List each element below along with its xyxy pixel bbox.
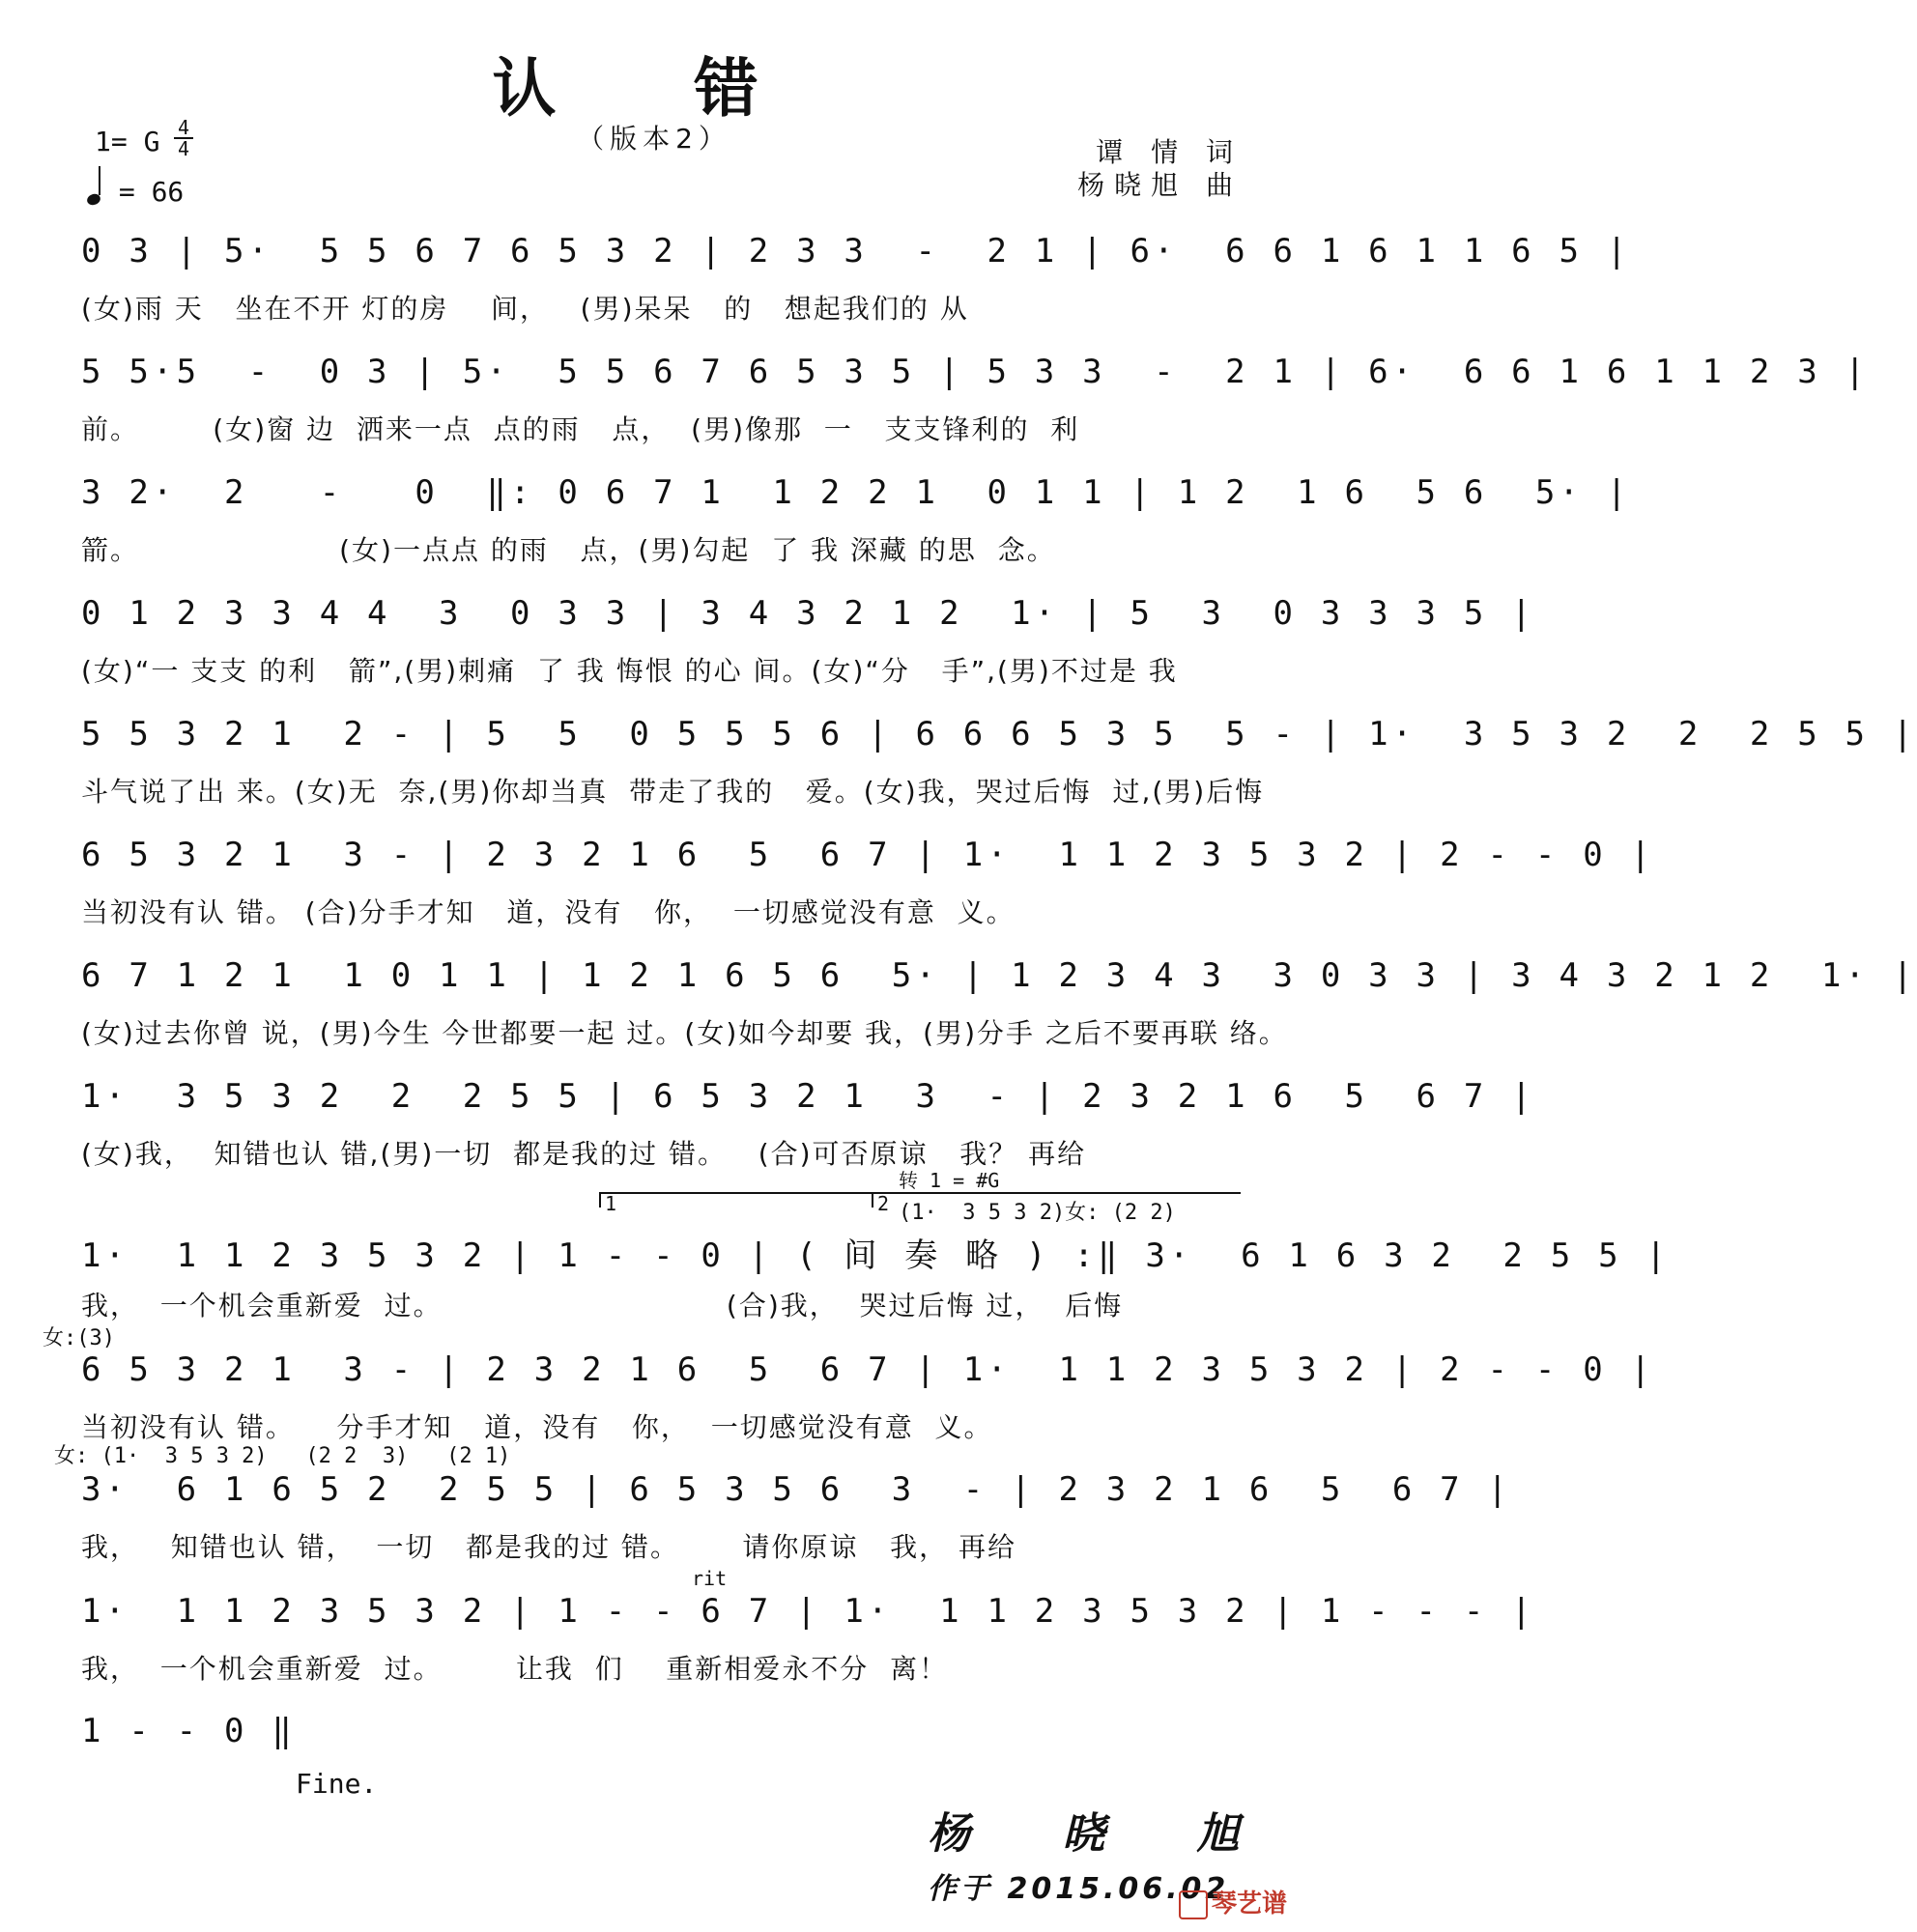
time-top: 4	[177, 116, 190, 139]
notation-row: 6 5 3 2 1 3 - | 2 3 2 1 6 5 6 7 | 1· 1 1 2 3 5 3 2 | 2 - - 0 |	[81, 1350, 1655, 1389]
fine-mark: Fine.	[296, 1768, 378, 1800]
lyric-row: 斗气说了出 来。(女)无 奈,(男)你却当真 带走了我的 爱。(女)我，哭过后悔 过,(男)后悔	[81, 776, 1265, 808]
lyric-row: 前。 (女)窗 边 洒来一点 点的雨 点， (男)像那 一 支支锋利的 利	[81, 413, 1080, 445]
watermark	[1179, 1884, 1287, 1919]
notation-row: 5 5 3 2 1 2 - | 5 5 0 5 5 5 6 | 6 6 6 5 3 5 5 - | 1· 3 5 3 2 2 2 5 5 |	[81, 715, 1917, 753]
qinyipu-logo-icon	[1179, 1890, 1208, 1919]
tempo-marking	[87, 172, 184, 208]
song-title: 认 错	[492, 51, 816, 126]
tempo-value: = 66	[118, 176, 185, 208]
composer-credit: 杨晓旭 曲	[1077, 169, 1243, 201]
lyric-row: 我， 知错也认 错， 一切 都是我的过 错。 请你原谅 我， 再给	[81, 1531, 1017, 1563]
notation-row: 1· 1 1 2 3 5 3 2 | 1 - - 0 | ( 间 奏 略 ) :‖ 3· 6 1 6 3 2 2 5 5 |	[81, 1236, 1671, 1275]
ritardando-mark: rit	[692, 1567, 728, 1590]
alt-voice-line11: 女: (1· 3 5 3 2) (2 2 3) (2 1)	[54, 1444, 511, 1468]
volta-1-bracket	[599, 1192, 872, 1215]
notation-row: 0 3 | 5· 5 5 6 7 6 5 3 2 | 2 3 3 - 2 1 | 6· 6 6 1 6 1 1 6 5 |	[81, 232, 1631, 270]
key-signature: 1= G	[95, 126, 160, 157]
volta-2-label: 2	[877, 1192, 890, 1215]
lyric-row: 我， 一个机会重新爱 过。 让我 们 重新相爱永不分 离！	[81, 1653, 949, 1685]
lyric-row: 箭。 (女)一点点 的雨 点，(男)勾起 了 我 深藏 的思 念。	[81, 534, 1056, 566]
notation-row: 1· 3 5 3 2 2 2 5 5 | 6 5 3 2 1 3 - | 2 3 2 1 6 5 6 7 |	[81, 1077, 1535, 1116]
notation-row: 1· 1 1 2 3 5 3 2 | 1 - - 6 7 | 1· 1 1 2 3 5 3 2 | 1 - - - |	[81, 1592, 1535, 1631]
signature-date: 作于 2015.06.02	[928, 1872, 1230, 1906]
note-stem	[99, 166, 100, 195]
lyric-row: (女)我， 知错也认 错,(男)一切 都是我的过 错。 (合)可否原谅 我？ 再给	[81, 1138, 1087, 1170]
lyricist-credit: 谭 情 词	[1096, 136, 1243, 168]
notation-row: 5 5·5 - 0 3 | 5· 5 5 6 7 6 5 3 5 | 5 3 3 - 2 1 | 6· 6 6 1 6 1 1 2 3 |	[81, 353, 1870, 391]
lyric-row: 当初没有认 错。 (合)分手才知 道，没有 你， 一切感觉没有意 义。	[81, 896, 1016, 928]
signature-name: 杨 晓 旭	[928, 1809, 1278, 1859]
notation-row: 1 - - 0 ‖	[81, 1712, 297, 1750]
notation-row: 3· 6 1 6 5 2 2 5 5 | 6 5 3 5 6 3 - | 2 3 2 1 6 5 6 7 |	[81, 1470, 1512, 1509]
lyric-row: (女)“一 支支 的利 箭”,(男)刺痛 了 我 悔恨 的心 间。(女)“分 手”,(男)不过是 我	[81, 655, 1178, 687]
alt-voice-line10: 女:(3)	[43, 1326, 115, 1350]
time-bottom: 4	[174, 137, 193, 158]
watermark-text: 琴艺谱	[1212, 1889, 1288, 1918]
modulation-mark: 转 1 = #G	[899, 1169, 1000, 1192]
lyric-row: 当初没有认 错。 分手才知 道，没有 你， 一切感觉没有意 义。	[81, 1411, 993, 1443]
lyric-row: (女)过去你曾 说，(男)今生 今世都要一起 过。(女)如今却要 我，(男)分手 之后不要再联 络。	[81, 1017, 1288, 1049]
notation-row: 6 7 1 2 1 1 0 1 1 | 1 2 1 6 5 6 5· | 1 2 3 4 3 3 0 3 3 | 3 4 3 2 1 2 1· |	[81, 956, 1917, 995]
notation-row: 0 1 2 3 3 4 4 3 0 3 3 | 3 4 3 2 1 2 1· | 5 3 0 3 3 3 5 |	[81, 594, 1535, 633]
notation-row: 6 5 3 2 1 3 - | 2 3 2 1 6 5 6 7 | 1· 1 1 2 3 5 3 2 | 2 - - 0 |	[81, 836, 1655, 874]
lyric-row: (女)雨 天 坐在不开 灯的房 间， (男)呆呆 的 想起我们的 从	[81, 293, 969, 325]
notation-row: 3 2· 2 - 0 ‖: 0 6 7 1 1 2 2 1 0 1 1 | 1 2 1 6 5 6 5· |	[81, 473, 1631, 512]
alt-voice-line9: (1· 3 5 3 2)女: (2 2)	[899, 1201, 1176, 1225]
lyric-row: 我， 一个机会重新爱 过。 (合)我， 哭过后悔 过， 后悔	[81, 1290, 1124, 1321]
volta-1-label: 1	[605, 1192, 617, 1215]
time-signature	[174, 118, 193, 158]
version-label: （版本2）	[577, 123, 731, 155]
